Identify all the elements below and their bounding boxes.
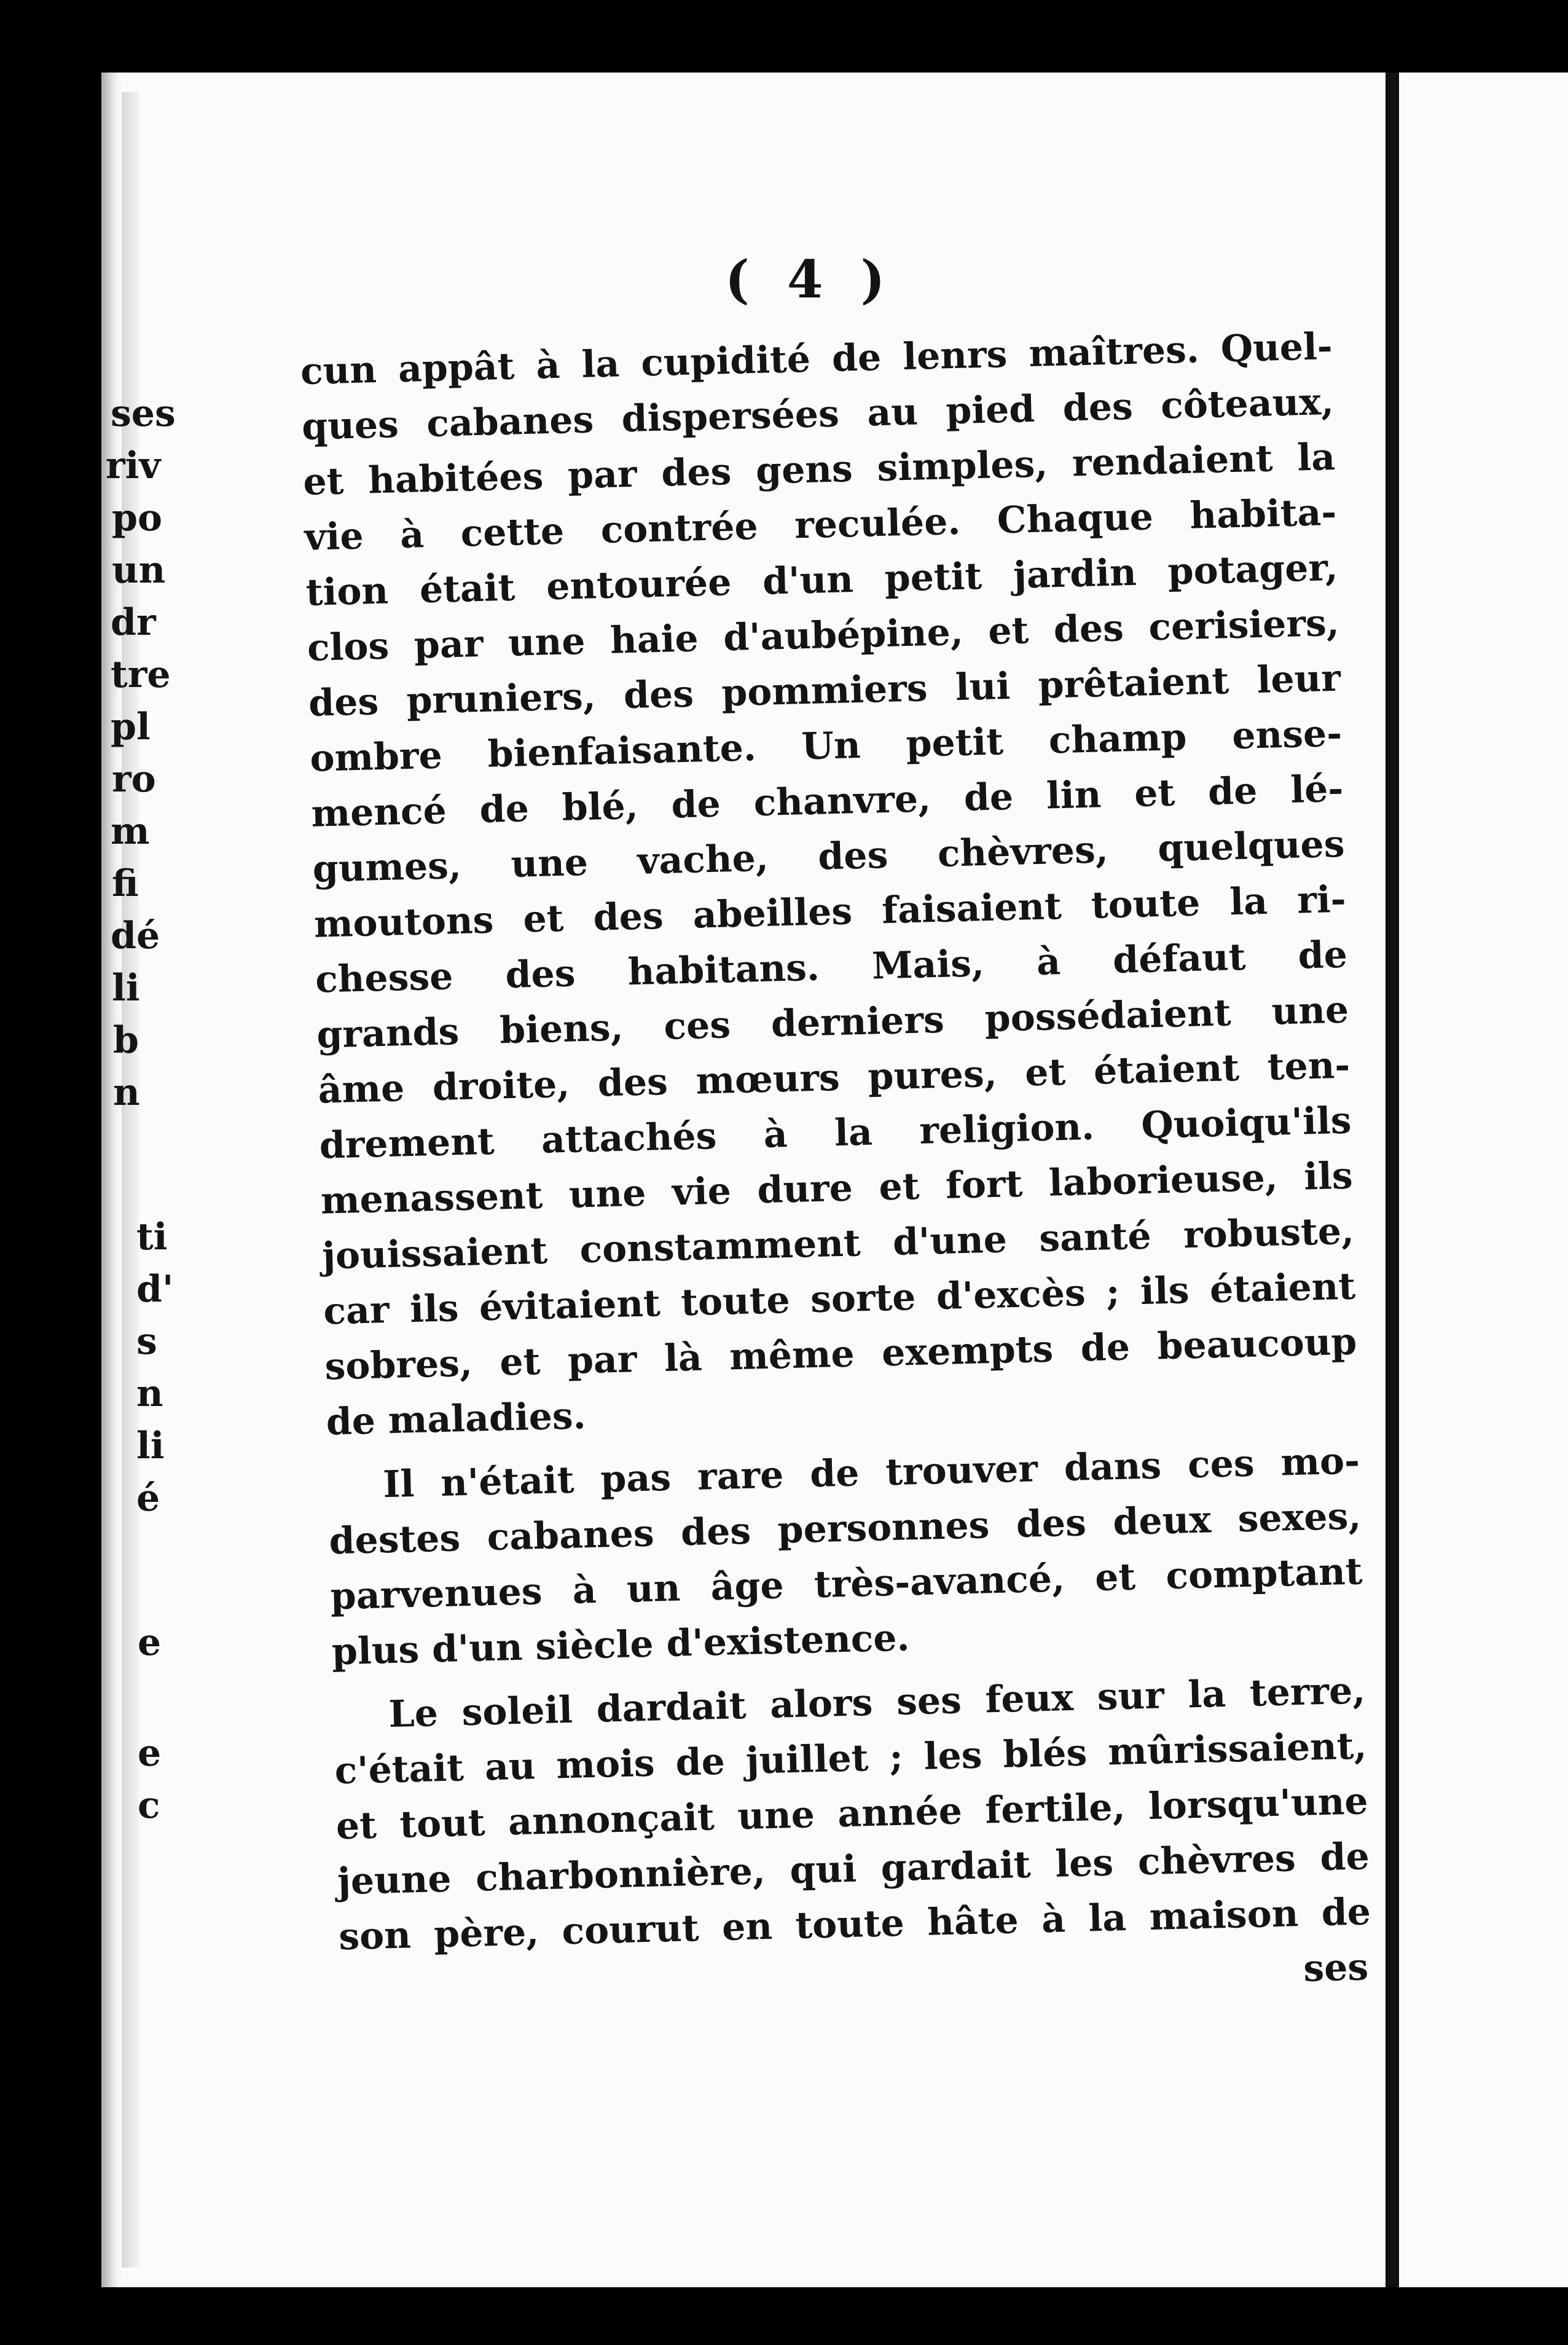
- facing-page-fragment: e: [138, 1621, 162, 1664]
- facing-page-fragment: tre: [111, 653, 171, 696]
- text-line: menassent une vie dure et fort laborieuse, ils: [320, 1154, 1354, 1223]
- text-line: de maladies.: [326, 1394, 587, 1444]
- facing-page-fragment: c: [138, 1784, 160, 1827]
- body-text: [300, 319, 1373, 2020]
- facing-page-fragment: e: [138, 1732, 162, 1775]
- text-line: ombre bienfaisante. Un petit champ ense-: [309, 712, 1343, 780]
- facing-page-fragment: un: [112, 549, 166, 592]
- facing-page-fragment: li: [136, 1424, 165, 1467]
- text-line: clos par une haie d'aubépine, et des cerisiers,: [307, 601, 1340, 670]
- facing-page-fragment: n: [136, 1372, 163, 1415]
- facing-page-fragment: m: [111, 810, 150, 853]
- text-line: et tout annonçait une année fertile, lorsqu'une: [335, 1780, 1369, 1848]
- text-line: destes cabanes des personnes des deux sexes,: [328, 1495, 1362, 1563]
- paragraph: [332, 1663, 1371, 1965]
- facing-page-fragment: riv: [106, 444, 161, 487]
- text-line: car ils évitaient toute sorte d'excès ; ils étaient: [323, 1265, 1356, 1334]
- text-line: gumes, une vache, des chèvres, quelques: [312, 822, 1346, 891]
- facing-page-fragment: pl: [111, 705, 151, 748]
- facing-page-fragment: dr: [111, 601, 156, 644]
- text-line: c'était au mois de juillet ; les blés mûrissaient,: [334, 1724, 1368, 1793]
- facing-page-fragment: ti: [136, 1216, 168, 1259]
- facing-page-fragment: dé: [111, 914, 160, 957]
- page-number: ( 4 ): [725, 249, 895, 310]
- text-line: jeune charbonnière, qui gardait les chèvres de: [337, 1835, 1370, 1904]
- facing-page-fragment: li: [112, 967, 140, 1010]
- facing-page-fragment: b: [113, 1019, 139, 1062]
- facing-page-fragment: po: [112, 497, 162, 540]
- text-line: parvenues à un âge très-avancé, et comptant: [329, 1550, 1363, 1619]
- text-line: tion était entourée d'un petit jardin potager,: [305, 546, 1339, 615]
- book-gutter: [1386, 73, 1399, 2287]
- text-line: drement attachés à la religion. Quoiqu'ils: [319, 1099, 1352, 1168]
- paragraph: [327, 1433, 1364, 1679]
- facing-page-fragment: ses: [111, 392, 176, 435]
- text-line: vie à cette contrée reculée. Chaque habita-: [304, 490, 1338, 559]
- text-line: cun appât à la cupidité de lenrs maîtres. Quel-: [300, 324, 1333, 393]
- paragraph: [300, 319, 1358, 1450]
- text-line: ques cabanes dispersées au pied des côteaux,: [301, 380, 1335, 449]
- facing-page-fragment: n: [113, 1071, 140, 1114]
- facing-page-fragment: fi: [112, 862, 139, 905]
- text-line: Le soleil dardait alors ses feux sur la terre,: [388, 1669, 1366, 1737]
- text-line: Il n'était pas rare de trouver dans ces mo-: [382, 1439, 1360, 1507]
- text-line: plus d'un siècle d'existence.: [331, 1616, 911, 1674]
- facing-page-fragment: é: [136, 1477, 160, 1520]
- text-line: âme droite, des mœurs pures, et étaient ten-: [317, 1043, 1351, 1112]
- facing-page-fragment: ro: [112, 758, 156, 801]
- facing-page-fragment: d': [136, 1268, 174, 1311]
- text-line: grands biens, ces derniers possédaient une: [316, 988, 1349, 1057]
- text-line: jouissaient constamment d'une santé robuste,: [321, 1209, 1355, 1278]
- text-line: moutons et des abeilles faisaient toute la ri-: [313, 878, 1347, 946]
- text-line: chesse des habitans. Mais, à défaut de: [315, 933, 1348, 1002]
- text-line: des pruniers, des pommiers lui prêtaient leur: [308, 656, 1341, 725]
- catchword: ses: [1303, 1946, 1369, 1990]
- text-line: sobres, et par là même exempts de beaucoup: [324, 1320, 1358, 1389]
- text-line: son père, courut en toute hâte à la maison de: [338, 1890, 1371, 1959]
- text-line: mencé de blé, de chanvre, de lin et de lé-: [310, 767, 1344, 836]
- text-line: et habitées par des gens simples, rendaient la: [302, 435, 1336, 504]
- facing-page-fragment: s: [136, 1320, 157, 1363]
